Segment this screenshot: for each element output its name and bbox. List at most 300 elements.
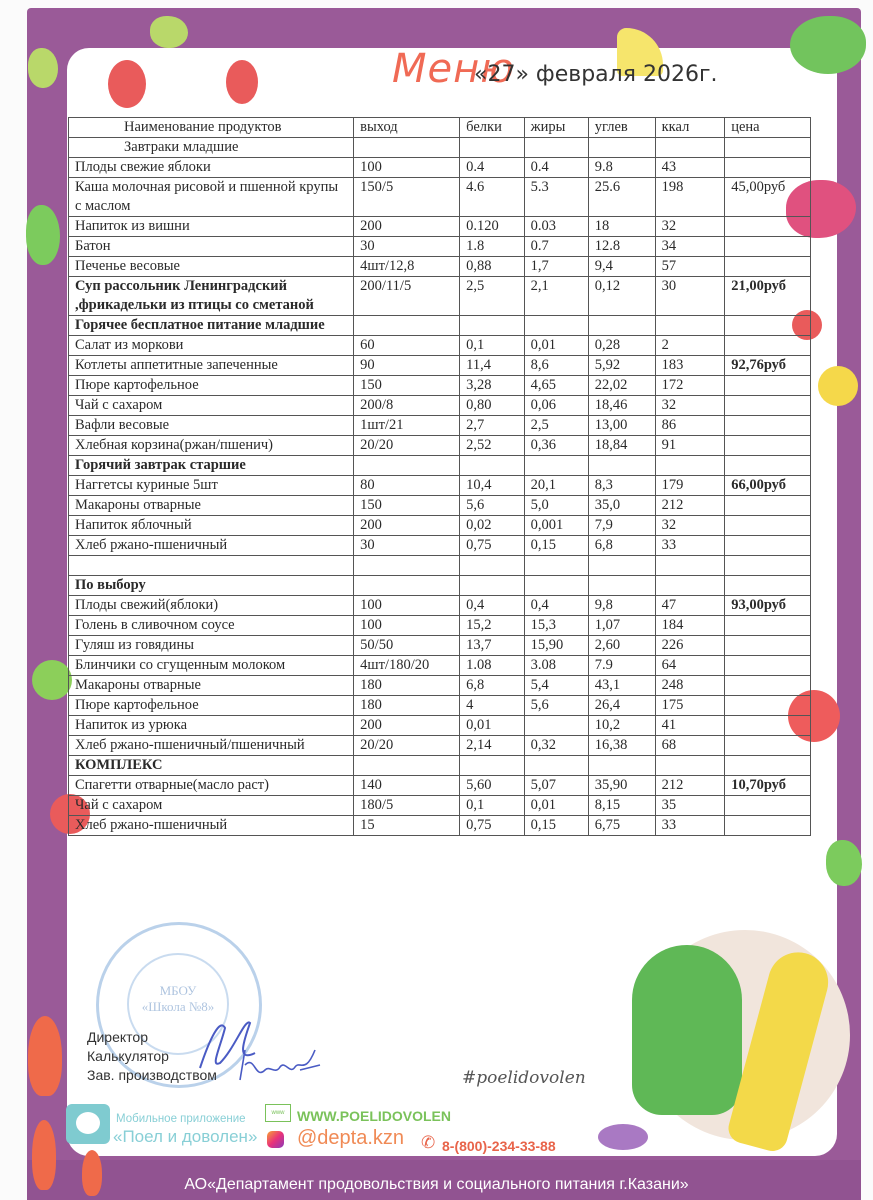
protein-value: 0,4 [460,596,524,616]
portion-weight: 150 [354,496,460,516]
carbs-value: 7.9 [588,656,655,676]
dish-name: Печенье весовые [69,257,354,277]
protein-value: 13,7 [460,636,524,656]
kcal-value: 248 [655,676,725,696]
fat-value: 1,7 [524,257,588,277]
website-link[interactable]: WWW.POELIDOVOLEN [297,1108,451,1124]
table-row [69,536,811,556]
fat-value: 2,1 [524,277,588,316]
table-row [69,796,811,816]
section-title: По выбору [69,576,354,596]
dish-name: Чай с сахаром [69,396,354,416]
empty-cell [655,316,725,336]
protein-value: 1.08 [460,656,524,676]
fat-value: 3.08 [524,656,588,676]
fat-value: 20,1 [524,476,588,496]
empty-cell [588,316,655,336]
price-value [725,536,811,556]
protein-value: 0,80 [460,396,524,416]
portion-weight: 90 [354,356,460,376]
empty-cell [524,556,588,576]
app-label: Мобильное приложение [116,1113,246,1125]
phone-icon: ✆ [421,1133,436,1153]
instagram-handle[interactable]: @depta.kzn [297,1127,405,1149]
price-value: 66,00руб [725,476,811,496]
menu-title: Меню [392,46,515,92]
protein-value: 0.4 [460,158,524,178]
price-value [725,158,811,178]
phone-number[interactable]: 8-(800)-234-33-88 [442,1138,556,1154]
protein-value: 0,75 [460,536,524,556]
price-value: 21,00руб [725,277,811,316]
dish-name: Напиток из урюка [69,716,354,736]
portion-weight: 50/50 [354,636,460,656]
dish-name: Каша молочная рисовой и пшенной крупы с маслом [69,178,354,217]
fat-value: 0,36 [524,436,588,456]
table-row [69,277,811,316]
table-row [69,376,811,396]
empty-cell [460,556,524,576]
carbs-value: 8,15 [588,796,655,816]
price-value [725,376,811,396]
price-value [725,217,811,237]
table-header-row [69,118,811,138]
table-row [69,596,811,616]
table-row [69,636,811,656]
protein-value: 2,7 [460,416,524,436]
carbs-value: 1,07 [588,616,655,636]
table-row [69,676,811,696]
portion-weight: 200 [354,716,460,736]
protein-value: 6,8 [460,676,524,696]
fat-value: 5,07 [524,776,588,796]
protein-value: 0,88 [460,257,524,277]
empty-cell [354,576,460,596]
empty-cell [354,456,460,476]
empty-cell [354,756,460,776]
dish-name: Напиток из вишни [69,217,354,237]
fat-value: 5,4 [524,676,588,696]
lettuce-leaf-icon [26,205,60,265]
protein-value: 3,28 [460,376,524,396]
section-row [69,576,811,596]
carbs-value: 43,1 [588,676,655,696]
kcal-value: 198 [655,178,725,217]
protein-value: 0,1 [460,796,524,816]
kcal-value: 30 [655,277,725,316]
price-value [725,696,811,716]
kcal-value: 33 [655,816,725,836]
protein-value: 11,4 [460,356,524,376]
empty-cell [725,556,811,576]
protein-value: 2,52 [460,436,524,456]
dish-name: Спагетти отварные(масло раст) [69,776,354,796]
portion-weight: 15 [354,816,460,836]
portion-weight: 100 [354,616,460,636]
section-row [69,456,811,476]
carbs-value: 13,00 [588,416,655,436]
table-row [69,716,811,736]
price-value [725,516,811,536]
portion-weight: 100 [354,158,460,178]
table-row [69,816,811,836]
carbs-value: 22,02 [588,376,655,396]
empty-cell [354,316,460,336]
empty-cell [725,756,811,776]
dish-name: Салат из моркови [69,336,354,356]
mobile-app-icon[interactable] [66,1104,110,1144]
carbs-value: 12.8 [588,237,655,257]
price-value [725,816,811,836]
hanging-tomato-icon [108,60,146,108]
empty-cell [655,138,725,158]
table-row [69,217,811,237]
dish-name: Вафли весовые [69,416,354,436]
empty-cell [725,456,811,476]
empty-cell [588,756,655,776]
price-value [725,336,811,356]
portion-weight: 60 [354,336,460,356]
empty-cell [588,556,655,576]
kcal-value: 184 [655,616,725,636]
price-value [725,416,811,436]
protein-value: 0,75 [460,816,524,836]
kcal-value: 183 [655,356,725,376]
portion-weight: 200 [354,217,460,237]
lettuce-leaf-icon [826,840,862,886]
kcal-value: 172 [655,376,725,396]
signature-director: Директор [87,1029,148,1045]
carbs-value: 18,84 [588,436,655,456]
fat-value: 0,01 [524,796,588,816]
empty-cell [524,316,588,336]
dish-name: Хлеб ржано-пшеничный/пшеничный [69,736,354,756]
dish-name: Хлеб ржано-пшеничный [69,816,354,836]
carbs-value: 9,8 [588,596,655,616]
empty-cell [524,138,588,158]
column-header: цена [725,118,811,138]
kcal-value: 226 [655,636,725,656]
portion-weight: 180 [354,696,460,716]
section-title: КОМПЛЕКС [69,756,354,776]
apple-icon [32,660,72,700]
dish-name: Макароны отварные [69,496,354,516]
production-head-signature [235,1045,325,1085]
table-row [69,656,811,676]
empty-cell [460,456,524,476]
kcal-value: 68 [655,736,725,756]
carbs-value: 5,92 [588,356,655,376]
portion-weight: 30 [354,536,460,556]
carbs-value: 6,75 [588,816,655,836]
kcal-value: 35 [655,796,725,816]
protein-value: 2,5 [460,277,524,316]
fat-value: 0.4 [524,158,588,178]
portion-weight: 180/5 [354,796,460,816]
empty-cell [460,138,524,158]
carbs-value: 9.8 [588,158,655,178]
price-value [725,436,811,456]
price-value [725,616,811,636]
kcal-value: 32 [655,396,725,416]
carbs-value: 0,28 [588,336,655,356]
kcal-value: 41 [655,716,725,736]
monitor-icon: www [265,1104,291,1122]
price-value [725,656,811,676]
price-value [725,257,811,277]
portion-weight: 1шт/21 [354,416,460,436]
dish-name: Хлебная корзина(ржан/пшенич) [69,436,354,456]
portion-weight: 4шт/180/20 [354,656,460,676]
smiley-fruit-icon [818,366,858,406]
carbs-value: 6,8 [588,536,655,556]
table-row [69,178,811,217]
column-header: выход [354,118,460,138]
kcal-value: 57 [655,257,725,277]
portion-weight: 100 [354,596,460,616]
fat-value: 5,6 [524,696,588,716]
empty-cell [655,576,725,596]
dish-name: Пюре картофельное [69,696,354,716]
section-row [69,316,811,336]
price-value [725,636,811,656]
broccoli-character-icon [632,945,742,1115]
portion-weight: 4шт/12,8 [354,257,460,277]
dish-name: Голень в сливочном соусе [69,616,354,636]
empty-cell [460,756,524,776]
price-value [725,496,811,516]
price-value [725,796,811,816]
fat-value: 8,6 [524,356,588,376]
carbs-value: 25.6 [588,178,655,217]
empty-cell [588,138,655,158]
signature-production-head: Зав. производством [87,1067,217,1083]
protein-value: 2,14 [460,736,524,756]
column-header: жиры [524,118,588,138]
carbs-value: 16,38 [588,736,655,756]
carbs-value: 8,3 [588,476,655,496]
table-row [69,416,811,436]
section-title: Горячее бесплатное питание младшие [69,316,354,336]
stamp-line-1: МБОУ [159,983,197,998]
section-row [69,138,811,158]
empty-cell [725,576,811,596]
table-row [69,396,811,416]
fat-value: 0,15 [524,536,588,556]
column-header: ккал [655,118,725,138]
price-value [725,237,811,257]
fat-value: 4,65 [524,376,588,396]
kcal-value: 212 [655,496,725,516]
carbs-value: 10,2 [588,716,655,736]
dish-name: Напиток яблочный [69,516,354,536]
portion-weight: 150 [354,376,460,396]
portion-weight: 150/5 [354,178,460,217]
protein-value: 5,60 [460,776,524,796]
carbs-value: 35,90 [588,776,655,796]
carbs-value: 0,12 [588,277,655,316]
kcal-value: 32 [655,217,725,237]
price-value: 45,00руб [725,178,811,217]
price-value: 93,00руб [725,596,811,616]
dish-name: Суп рассольник Ленинградский ,фрикадельки из птицы со сметаной [69,277,354,316]
table-row [69,476,811,496]
cucumber-slice-icon [790,16,866,74]
table-row [69,356,811,376]
protein-value: 1.8 [460,237,524,257]
dish-name: Блинчики со сгущенным молоком [69,656,354,676]
empty-cell [524,756,588,776]
protein-value: 5,6 [460,496,524,516]
section-title: Горячий завтрак старшие [69,456,354,476]
fat-value: 0.7 [524,237,588,257]
empty-cell [460,316,524,336]
empty-cell [460,576,524,596]
empty-row [69,556,811,576]
empty-cell [655,556,725,576]
kcal-value: 47 [655,596,725,616]
protein-value: 0,1 [460,336,524,356]
empty-cell [725,316,811,336]
lettuce-leaf-icon [28,48,58,88]
dish-name: Плоды свежий(яблоки) [69,596,354,616]
table-row [69,736,811,756]
app-name[interactable]: «Поел и доволен» [113,1127,258,1146]
portion-weight: 140 [354,776,460,796]
kcal-value: 179 [655,476,725,496]
protein-value: 0,02 [460,516,524,536]
fat-value: 5,0 [524,496,588,516]
price-value [725,736,811,756]
empty-cell [354,556,460,576]
price-value: 10,70руб [725,776,811,796]
portion-weight: 200/8 [354,396,460,416]
menu-table [68,117,811,836]
table-row [69,696,811,716]
protein-value: 0.120 [460,217,524,237]
dish-name: Пюре картофельное [69,376,354,396]
carbs-value: 35,0 [588,496,655,516]
dish-name: Чай с сахаром [69,796,354,816]
kcal-value: 175 [655,696,725,716]
price-value [725,676,811,696]
fat-value: 0,01 [524,336,588,356]
carbs-value: 2,60 [588,636,655,656]
dish-name: Гуляш из говядины [69,636,354,656]
table-row [69,237,811,257]
kcal-value: 2 [655,336,725,356]
kcal-value: 91 [655,436,725,456]
kcal-value: 212 [655,776,725,796]
kcal-value: 32 [655,516,725,536]
price-value: 92,76руб [725,356,811,376]
column-header: белки [460,118,524,138]
fat-value: 2,5 [524,416,588,436]
empty-cell [588,576,655,596]
table-row [69,336,811,356]
fat-value: 5.3 [524,178,588,217]
dish-name: Наггетсы куриные 5шт [69,476,354,496]
protein-value: 15,2 [460,616,524,636]
fat-value: 0,32 [524,736,588,756]
fat-value [524,716,588,736]
portion-weight: 180 [354,676,460,696]
fat-value: 0.03 [524,217,588,237]
menu-date: «27» февраля 2026г. [474,62,718,87]
dish-name: Хлеб ржано-пшеничный [69,536,354,556]
hanging-tomato-icon [226,60,258,104]
protein-value: 4 [460,696,524,716]
signature-calculator: Калькулятор [87,1048,169,1064]
table-row [69,436,811,456]
kcal-value: 86 [655,416,725,436]
fat-value: 0,001 [524,516,588,536]
carbs-value: 9,4 [588,257,655,277]
column-header: углев [588,118,655,138]
portion-weight: 20/20 [354,436,460,456]
hashtag: #poelidovolen [462,1068,586,1088]
protein-value: 4.6 [460,178,524,217]
portion-weight: 30 [354,237,460,257]
portion-weight: 20/20 [354,736,460,756]
section-title: Завтраки младшие [69,138,354,158]
empty-cell [655,756,725,776]
column-header: Наименование продуктов [69,118,354,138]
kcal-value: 43 [655,158,725,178]
stamp-line-2: «Школа №8» [141,999,215,1014]
fat-value: 0,15 [524,816,588,836]
fat-value: 15,90 [524,636,588,656]
price-value [725,396,811,416]
table-row [69,158,811,178]
carbs-value: 7,9 [588,516,655,536]
dish-name: Плоды свежие яблоки [69,158,354,178]
table-row [69,257,811,277]
empty-cell [69,556,354,576]
portion-weight: 80 [354,476,460,496]
lettuce-leaf-icon [150,16,188,48]
instagram-icon [267,1131,284,1148]
empty-cell [725,138,811,158]
portion-weight: 200 [354,516,460,536]
dish-name: Макароны отварные [69,676,354,696]
section-row [69,756,811,776]
table-row [69,496,811,516]
price-value [725,716,811,736]
empty-cell [524,456,588,476]
candy-icon [598,1124,648,1150]
protein-value: 0,01 [460,716,524,736]
empty-cell [588,456,655,476]
fat-value: 0,06 [524,396,588,416]
portion-weight: 200/11/5 [354,277,460,316]
dish-name: Батон [69,237,354,257]
carbs-value: 26,4 [588,696,655,716]
empty-cell [354,138,460,158]
table-row [69,616,811,636]
dish-name: Котлеты аппетитные запеченные [69,356,354,376]
organization-name: АО«Департамент продовольствия и социального питания г.Казани» [184,1176,689,1193]
fat-value: 15,3 [524,616,588,636]
kcal-value: 34 [655,237,725,257]
table-row [69,776,811,796]
carbs-value: 18,46 [588,396,655,416]
empty-cell [524,576,588,596]
kcal-value: 33 [655,536,725,556]
kcal-value: 64 [655,656,725,676]
carbs-value: 18 [588,217,655,237]
table-row [69,516,811,536]
